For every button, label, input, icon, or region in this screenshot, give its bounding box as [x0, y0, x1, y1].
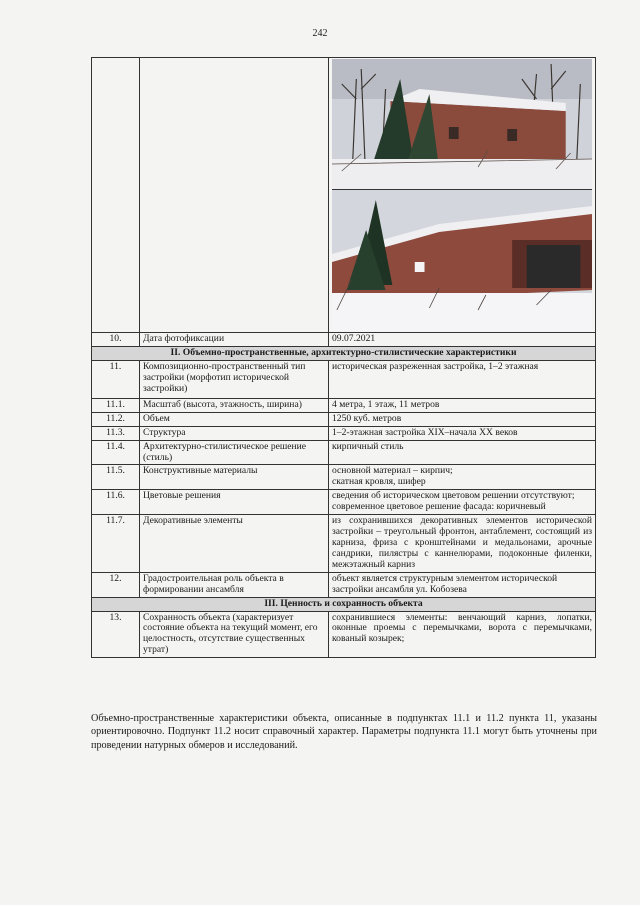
passport-table	[91, 57, 596, 658]
row-num: 11.3.	[92, 426, 140, 440]
building-photo-2	[332, 190, 592, 331]
row-value: объект является структурным элементом исторической застройки ансамбля ул. Кобозева	[329, 572, 596, 597]
table-row	[92, 572, 596, 597]
row-label: Цветовые решения	[140, 490, 329, 515]
table-row	[92, 440, 596, 465]
value-line: скатная кровля, шифер	[332, 476, 426, 488]
table-row	[92, 398, 596, 412]
row-value	[329, 465, 596, 490]
row-num: 11.4.	[92, 440, 140, 465]
table-row	[92, 426, 596, 440]
row-label: Конструктивные материалы	[140, 465, 329, 490]
value-line: основной материал – кирпич;	[332, 465, 453, 477]
row-num: 12.	[92, 572, 140, 597]
table-row	[92, 360, 596, 398]
row-num: 11.5.	[92, 465, 140, 490]
row-value: историческая разреженная застройка, 1–2 этажная	[329, 360, 596, 398]
photo-row-label	[140, 58, 329, 333]
row-num: 11.6.	[92, 490, 140, 515]
row-label: Объем	[140, 412, 329, 426]
row-num: 13.	[92, 611, 140, 658]
footnote: Объемно-пространственные характеристики объекта, описанные в подпунктах 11.1 и 11.2 пункта 11, указаны ориентировочно. Подпункт 11.2 носит справочный характер. Параметры подпункта 11.1 могут быть уточнены при проведении натурных обмеров и исследований.	[91, 713, 597, 751]
row-label: Декоративные элементы	[140, 515, 329, 573]
row-num: 10.	[92, 333, 140, 347]
section-header-row	[92, 597, 596, 611]
row-label: Архитектурно-стилистическое решение (стиль)	[140, 440, 329, 465]
photo-row-num	[92, 58, 140, 333]
row-num: 11.	[92, 360, 140, 398]
photo-row	[92, 58, 596, 333]
row-value	[329, 490, 596, 515]
row-value: 1–2-этажная застройка XIX–начала XX веков	[329, 426, 596, 440]
value-line: современное цветовое решение фасада: коричневый	[332, 501, 546, 513]
row-label: Масштаб (высота, этажность, ширина)	[140, 398, 329, 412]
row-label: Сохранность объекта (характеризует состояние объекта на текущий момент, его целостность, отсутствие существенных утрат)	[140, 611, 329, 658]
row-label: Градостроительная роль объекта в формировании ансамбля	[140, 572, 329, 597]
section-2-header: II. Объемно-пространственные, архитектурно-стилистические характеристики	[92, 346, 596, 360]
row-num: 11.7.	[92, 515, 140, 573]
section-3-header: III. Ценность и сохранность объекта	[92, 597, 596, 611]
photos-cell	[329, 58, 596, 333]
section-header-row	[92, 346, 596, 360]
row-value: 09.07.2021	[329, 333, 596, 347]
table-row	[92, 412, 596, 426]
row-label: Структура	[140, 426, 329, 440]
table-row	[92, 515, 596, 573]
table-row	[92, 490, 596, 515]
row-num: 11.1.	[92, 398, 140, 412]
row-value: 4 метра, 1 этаж, 11 метров	[329, 398, 596, 412]
row-label: Дата фотофиксации	[140, 333, 329, 347]
row-value: кирпичный стиль	[329, 440, 596, 465]
value-line: сведения об историческом цветовом решении отсутствуют;	[332, 490, 575, 502]
table-row	[92, 611, 596, 658]
row-value: из сохранившихся декоративных элементов исторической застройки – треугольный фронтон, антаблемент, состоящий из карниза, фриза с кронштейнами и медальонами, арочные сандрики, пилястры с каннелюрами, подоконные филенки, межэтажный карниз	[329, 515, 596, 573]
page-number: 242	[312, 28, 328, 39]
row-value: сохранившиеся элементы: венчающий карниз, лопатки, оконные проемы с перемычками, ворота с перемычками, кованый козырек;	[329, 611, 596, 658]
table-row	[92, 333, 596, 347]
table-row	[92, 465, 596, 490]
row-label: Композиционно-пространственный тип застройки (морфотип исторической застройки)	[140, 360, 329, 398]
row-num: 11.2.	[92, 412, 140, 426]
building-photo-1	[332, 59, 592, 190]
row-value: 1250 куб. метров	[329, 412, 596, 426]
